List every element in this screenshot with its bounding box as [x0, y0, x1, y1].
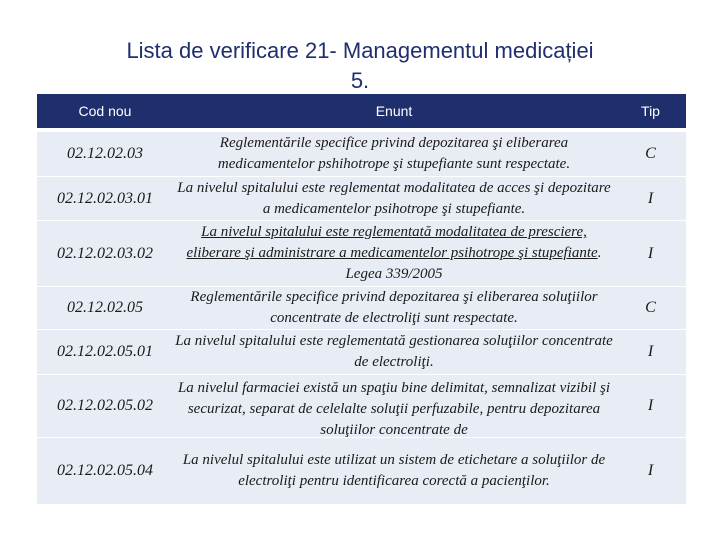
row-statement: La nivelul spitalului este reglementată gestionarea soluţiilor concentrate de electroliţi. — [175, 333, 613, 370]
row-statement: La nivelul spitalului este reglementat modalitatea de acces şi depozitare a medicamentelor psihotrope şi stupefiante. — [177, 179, 611, 217]
header-type: Tip — [641, 103, 660, 119]
title-line-1: Lista de verificare 21- Managementul medicației — [126, 38, 594, 63]
row-code: 02.12.02.03.02 — [57, 244, 153, 262]
row-statement: Reglementările specifice privind depozitarea şi eliberarea soluţiilor concentrate de electroliţi sunt respectate. — [190, 289, 598, 326]
row-statement-main: La nivelul spitalului este reglementată modalitatea de presciere, eliberare şi administrare a medicamentelor psihotrope şi stupefiante — [186, 224, 598, 261]
table-row — [37, 438, 686, 505]
table-row — [37, 330, 686, 375]
row-type: I — [647, 462, 654, 479]
row-statement: Reglementările specifice privind depozitarea şi eliberarea medicamentelor pshihotrope şi stupefiante sunt respectate. — [217, 135, 571, 172]
table-row — [37, 287, 686, 330]
row-type: C — [645, 145, 656, 162]
row-type: I — [647, 343, 654, 360]
row-code: 02.12.02.05.04 — [57, 462, 153, 479]
row-type: I — [647, 244, 654, 262]
row-statement: La nivelul farmaciei există un spaţiu bine delimitat, semnalizat vizibil şi securizat, separat de celelalte soluţii perfuzabile, pentru depozitarea soluţiilor concentrate de — [177, 380, 611, 438]
page-title — [0, 36, 720, 96]
table-row — [37, 221, 686, 287]
row-type: I — [647, 397, 654, 414]
row-code: 02.12.02.05.01 — [57, 343, 153, 360]
title-line-2: 5. — [350, 68, 370, 93]
row-code: 02.12.02.03 — [67, 145, 143, 162]
row-code: 02.12.02.05.02 — [57, 397, 153, 414]
table-row — [37, 177, 686, 221]
row-code: 02.12.02.05 — [67, 299, 143, 316]
table-row — [37, 375, 686, 438]
checklist-table — [37, 94, 686, 505]
header-code: Cod nou — [78, 103, 132, 119]
row-type: I — [647, 189, 654, 207]
row-type: C — [645, 299, 656, 316]
row-code: 02.12.02.03.01 — [57, 189, 153, 207]
row-statement: La nivelul spitalului este utilizat un sistem de etichetare a soluţiilor de electroliţi pentru identificarea corectă a pacienţilor. — [182, 452, 606, 489]
table-row — [37, 132, 686, 177]
header-statement: Enunt — [375, 103, 413, 119]
table-header — [37, 94, 686, 128]
row-statement — [173, 221, 615, 286]
row-statement-suffix: . Legea 339/2005 — [345, 245, 602, 282]
